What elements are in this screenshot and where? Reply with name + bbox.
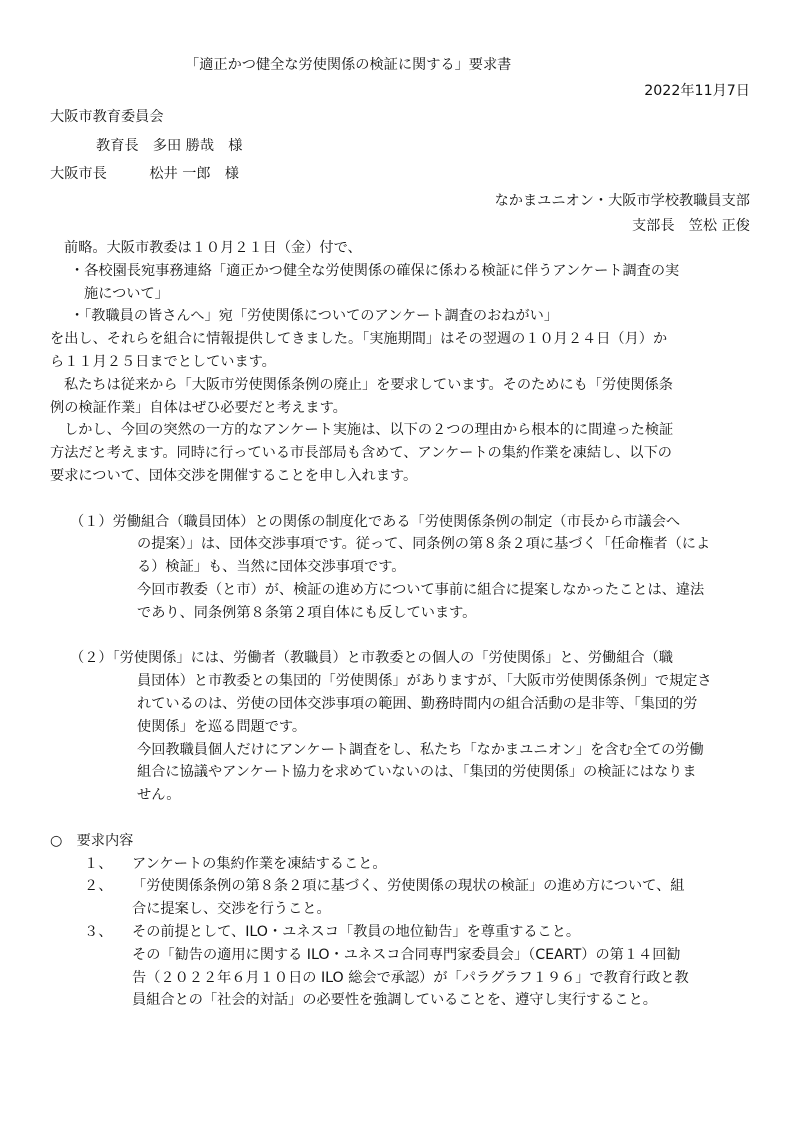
reason-line: る）検証」も、当然に団体交渉事項です。 <box>137 559 406 576</box>
reason-line: 使関係」を巡る問題です。 <box>137 718 307 735</box>
request-item-3 <box>50 921 750 944</box>
requests-section <box>50 830 750 1012</box>
request-line: 告（２０２２年６月１０日の ILO 総会で承認）が「パラグラフ１９６」で教育行政と教 <box>132 969 689 986</box>
reason-2 <box>50 647 750 807</box>
bullet-item-continuation: 施について」 <box>84 285 169 302</box>
request-number: ３、 <box>84 923 113 940</box>
paragraph-line: 要求について、団体交渉を開催することを申し入れます。 <box>50 467 418 484</box>
paragraph-line: 私たちは従来から「大阪市労使関係条例の廃止」を要求しています。そのためにも「労使関係条 <box>64 376 673 393</box>
addressee-person: 教育長 多田 勝哉 様 <box>96 138 243 154</box>
request-item-1 <box>50 853 750 876</box>
intro-line: を出し、それらを組合に情報提供してきました。「実施期間」はその翌週の１０月２４日（月）か <box>50 331 668 348</box>
intro-line: 前略。大阪市教委は１０月２１日（金）付で、 <box>64 240 362 256</box>
request-number: ２、 <box>84 878 113 895</box>
reason-heading: （１）労働組合（職員団体）との関係の制度化である「労使関係条例の制定（市長から市議会へ <box>70 513 681 530</box>
reason-line: 今回市教委（と市）が、検証の進め方について事前に組合に提案しなかったことは、違法 <box>137 581 705 598</box>
request-item-2 <box>50 875 750 898</box>
reason-line: であり、同条例第８条第２項自体にも反しています。 <box>137 604 477 621</box>
document-title: 「適正かつ健全な労使関係の検証に関する」要求書 <box>185 57 512 73</box>
request-line: 員組合との「社会的対話」の必要性を強調していることを、遵守し実行すること。 <box>132 992 657 1009</box>
reason-heading: （２）「労使関係」には、労働者（教職員）と市教委との個人の「労使関係」と、労働組合（職 <box>70 650 673 667</box>
reason-line: 組合に協議やアンケート協力を求めていないのは、「集団的労使関係」の検証にはなりま <box>137 764 697 781</box>
reason-line: 員団体）と市教委との集団的「労使関係」がありますが、「大阪市労使関係条例」で規定さ <box>137 673 712 690</box>
request-line: アンケートの集約作業を凍結すること。 <box>132 855 387 872</box>
paragraph-line: しかし、今回の突然の一方的なアンケート実施は、以下の２つの理由から根本的に間違った検証 <box>64 422 674 439</box>
request-line: 合に提案し、交渉を行うこと。 <box>132 901 331 918</box>
addressee-mayor: 大阪市長 松井 一郎 様 <box>50 166 239 182</box>
request-line: 「労使関係条例の第８条２項に基づく、労使関係の現状の検証」の進め方について、組 <box>132 878 685 895</box>
request-number: １、 <box>84 855 113 872</box>
document-date: 2022年11月7日 <box>644 83 750 99</box>
paragraph-line: 方法だと考えます。同時に行っている市長部局も含めて、アンケートの集約作業を凍結し、以下の <box>50 445 672 462</box>
sender-organization: なかまユニオン・大阪市学校教職員支部 <box>494 193 750 209</box>
document-body <box>50 237 750 1012</box>
intro-line: ら１１月２５日までとしています。 <box>50 353 276 370</box>
reason-line: せん。 <box>137 787 181 804</box>
request-line: その「勧告の適用に関する ILO・ユネスコ合同専門家委員会」（CEART）の第１４回勧 <box>132 946 681 963</box>
reason-1 <box>50 511 750 625</box>
bullet-item: ・「教職員の皆さんへ」宛「労使関係についてのアンケート調査のおねがい」 <box>70 308 559 325</box>
reason-line: 今回教職員個人だけにアンケート調査をし、私たち「なかまユニオン」を含む全ての労働 <box>137 741 704 758</box>
reason-line: の提案）」は、団体交渉事項です。従って、同条例の第８条２項に基づく「任命権者（によ <box>137 536 711 553</box>
request-line: その前提として、ILO・ユネスコ「教員の地位勧告」を尊重すること。 <box>132 923 581 940</box>
sender-person: 支部長 笠松 正俊 <box>631 218 750 234</box>
paragraph-line: 例の検証作業」自体はぜひ必要だと考えます。 <box>50 399 347 416</box>
addressee-organization: 大阪市教育委員会 <box>50 109 164 125</box>
reason-line: れているのは、労使の団体交渉事項の範囲、勤務時間内の組合活動の是非等、「集団的労 <box>137 695 698 712</box>
requests-heading: ○ 要求内容 <box>50 832 134 849</box>
bullet-item: ・各校園長宛事務連絡「適正かつ健全な労使関係の確保に係わる検証に伴うアンケート調査の実 <box>70 262 680 279</box>
